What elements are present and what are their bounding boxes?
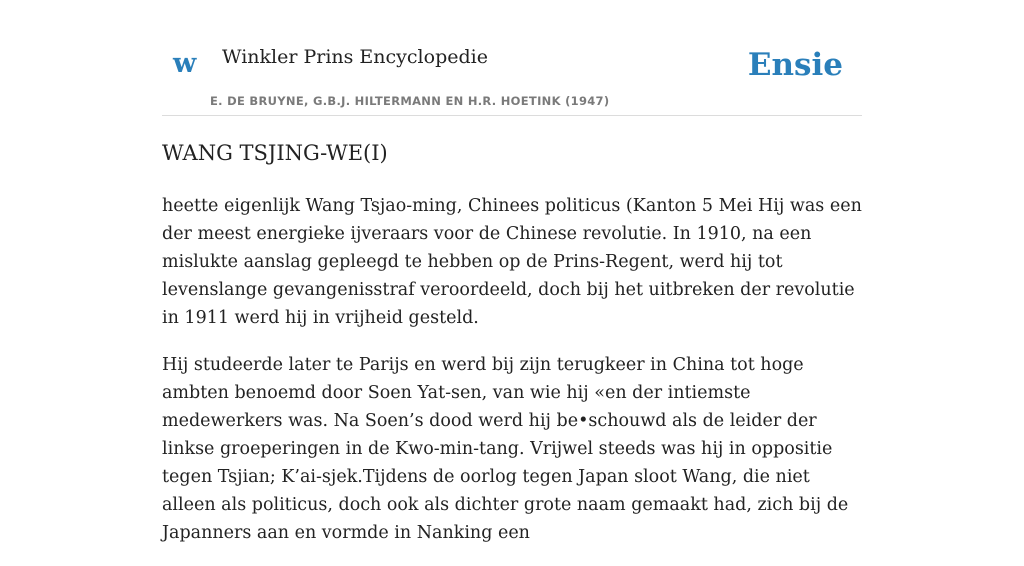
ensie-logo[interactable]: Ensie <box>747 47 843 83</box>
entry-paragraph: Hij studeerde later te Parijs en werd bij zijn terugkeer in China tot hoge ambten benoemd door Soen Yat-sen, van wie hij «en der intiemste medewerkers was. Na Soen’s dood werd hij be•schouwd als de leider der linkse groeperingen in de Kwo-min-tang. Vrijwel steeds was hij in oppositie tegen Tsjian; K’ai-sjek.Tijdens de oorlog tegen Japan sloot Wang, die niet alleen als politicus, doch ook als dichter grote naam gemaakt had, zich bij de Japanners aan en vormde in Nanking een <box>162 355 849 543</box>
entry-title: WANG TSJING-WE(I) <box>162 141 388 165</box>
entry-content <box>162 192 862 566</box>
source-title[interactable]: Winkler Prins Encyclopedie <box>222 46 488 68</box>
entry-paragraph: heette eigenlijk Wang Tsjao-ming, Chinees politicus (Kanton 5 Mei Hij was een der meest energieke ijveraars voor de Chinese revolutie. In 1910, na een mislukte aanslag gepleegd te hebben op de Prins-Regent, werd hij tot levenslange gevangenisstraf veroordeeld, doch bij het uitbreken der revolutie in 1911 werd hij in vrijheid gesteld. <box>162 196 862 328</box>
header <box>162 0 862 116</box>
logo-w-icon[interactable]: w <box>173 48 197 79</box>
authors-line: E. DE BRUYNE, G.B.J. HILTERMANN EN H.R. HOETINK (1947) <box>210 94 610 108</box>
